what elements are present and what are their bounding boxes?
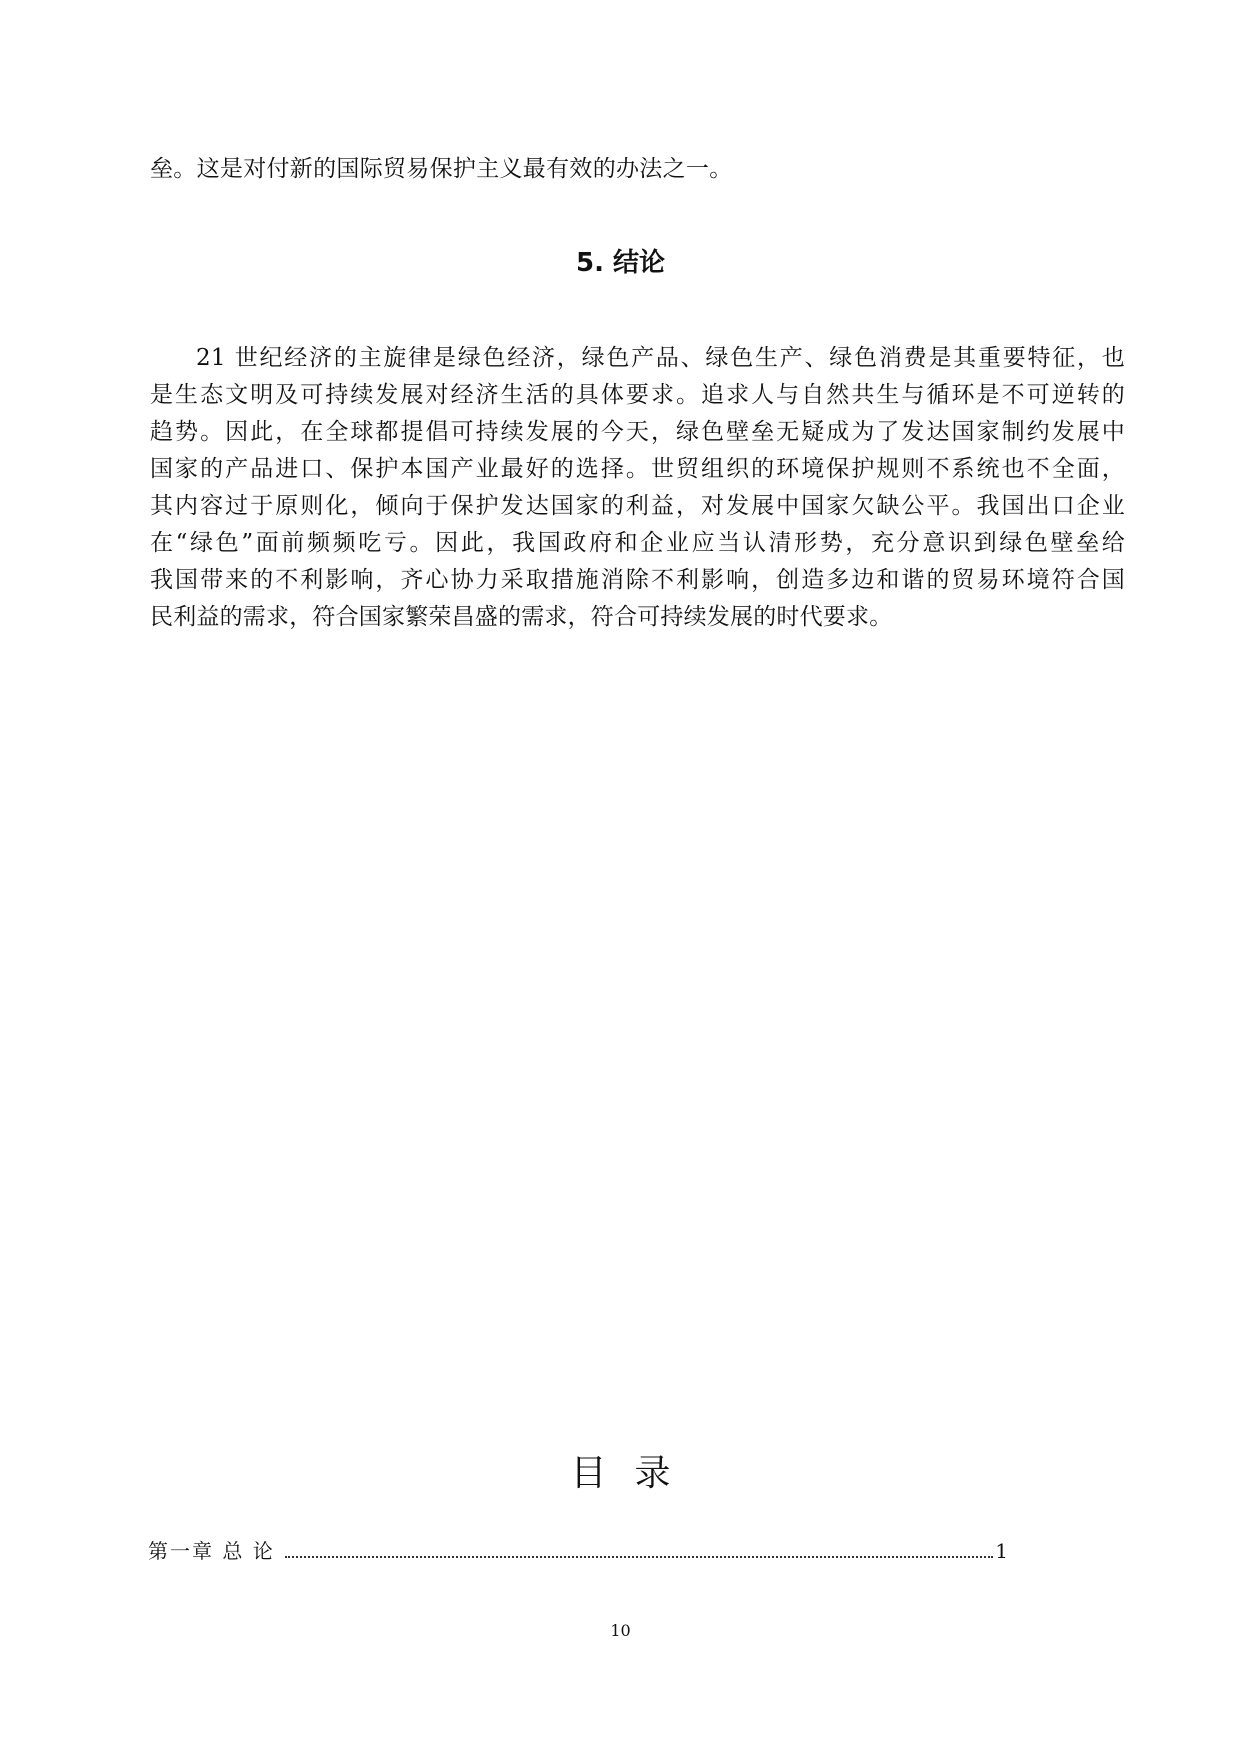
toc-dot-leader <box>285 1555 994 1558</box>
paragraph-line: 其内容过于原则化，倾向于保护发达国家的利益，对发展中国家欠缺公平。我国出口企业 <box>150 493 1125 519</box>
paragraph-line: 我国带来的不利影响，齐心协力采取措施消除不利影响，创造多边和谐的贸易环境符合国 <box>150 567 1125 593</box>
paragraph-line: 趋势。因此，在全球都提倡可持续发展的今天，绿色壁垒无疑成为了发达国家制约发展中 <box>150 419 1125 445</box>
page-number: 10 <box>610 1621 631 1640</box>
paragraph-line: 在“绿色”面前频频吃亏。因此，我国政府和企业应当认清形势，充分意识到绿色壁垒给 <box>150 530 1125 556</box>
conclusion-paragraph <box>150 340 1125 636</box>
toc-entry-page: 1 <box>995 1539 1008 1563</box>
paragraph-line: 是生态文明及可持续发展对经济生活的具体要求。追求人与自然共生与循环是不可逆转的 <box>150 382 1125 408</box>
paragraph-line: 民利益的需求，符合国家繁荣昌盛的需求，符合可持续发展的时代要求。 <box>150 604 893 630</box>
toc-title: 目录 <box>570 1453 699 1494</box>
paragraph-line: 国家的产品进口、保护本国产业最好的选择。世贸组织的环境保护规则不系统也不全面， <box>150 456 1125 482</box>
toc-entry-label: 第一章 总 论 <box>148 1539 275 1563</box>
toc-entry[interactable] <box>148 1536 1008 1564</box>
paragraph-line: 21 世纪经济的主旋律是绿色经济，绿色产品、绿色生产、绿色消费是其重要特征，也 <box>196 345 1125 371</box>
section-heading-conclusion: 5. 结论 <box>575 248 666 278</box>
continued-paragraph-line: 垒。这是对付新的国际贸易保护主义最有效的办法之一。 <box>150 156 733 182</box>
